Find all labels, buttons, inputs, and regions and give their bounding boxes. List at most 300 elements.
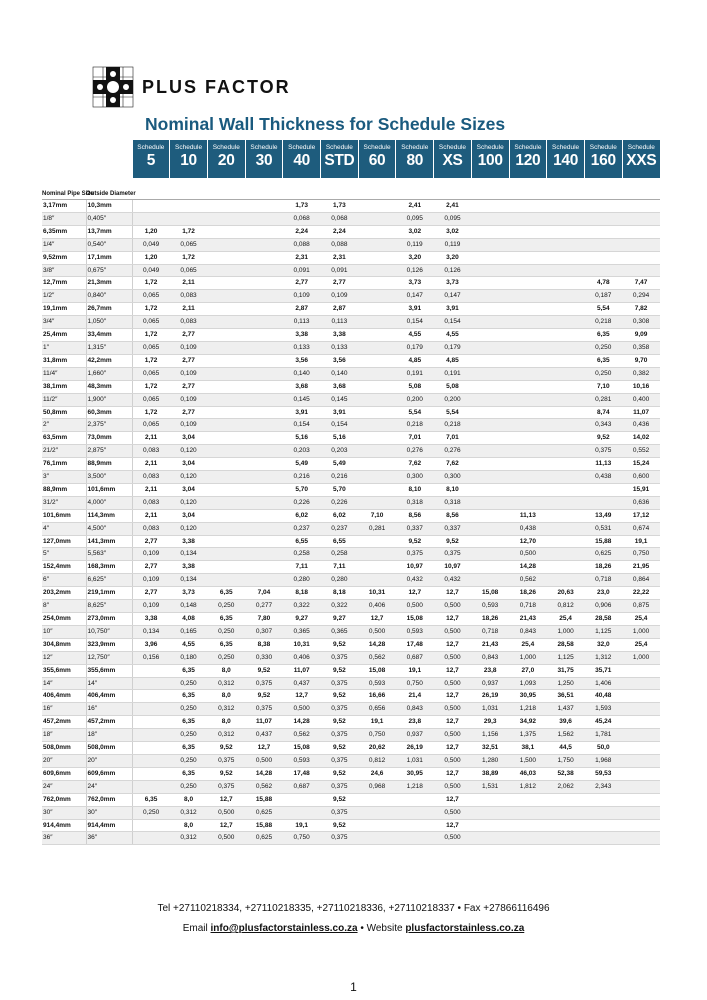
thickness-cell: 1,500: [509, 754, 547, 767]
thickness-cell: [207, 264, 245, 277]
thickness-cell: [358, 445, 396, 458]
thickness-cell: 7,47: [622, 277, 660, 290]
thickness-cell: [471, 212, 509, 225]
thickness-cell: 0,375: [321, 651, 359, 664]
thickness-cell: [245, 522, 283, 535]
thickness-cell: 12,7: [245, 742, 283, 755]
thickness-cell: 4,55: [396, 329, 434, 342]
thickness-cell: 0,126: [434, 264, 472, 277]
thickness-cell: [358, 264, 396, 277]
thickness-cell: 0,593: [471, 600, 509, 613]
thickness-cell: [547, 509, 585, 522]
thickness-cell: [207, 496, 245, 509]
table-row: [42, 703, 660, 716]
thickness-cell: 0,250: [170, 780, 208, 793]
thickness-cell: [547, 819, 585, 832]
thickness-cell: 15,24: [622, 458, 660, 471]
thickness-cell: 0,500: [434, 729, 472, 742]
thickness-cell: [584, 212, 622, 225]
thickness-cell: 0,277: [245, 600, 283, 613]
thickness-cell: 0,258: [321, 548, 359, 561]
thickness-cell: [471, 329, 509, 342]
thickness-cell: [509, 793, 547, 806]
thickness-cell: 7,82: [622, 303, 660, 316]
thickness-cell: [547, 471, 585, 484]
thickness-cell: 0,200: [434, 393, 472, 406]
thickness-cell: 9,52: [584, 432, 622, 445]
thickness-cell: 0,718: [471, 625, 509, 638]
thickness-cell: 0,968: [358, 780, 396, 793]
thickness-cell: 2,11: [132, 509, 170, 522]
thickness-cell: [622, 251, 660, 264]
thickness-cell: 15,08: [471, 587, 509, 600]
thickness-cell: 0,134: [170, 548, 208, 561]
thickness-cell: [245, 393, 283, 406]
email-label: Email: [182, 923, 211, 934]
thickness-cell: 6,02: [321, 509, 359, 522]
thickness-cell: 0,562: [358, 651, 396, 664]
thickness-cell: [471, 561, 509, 574]
thickness-cell: 12,7: [434, 716, 472, 729]
thickness-cell: [245, 200, 283, 213]
thickness-cell: 8,10: [396, 483, 434, 496]
thickness-cell: 0,937: [396, 729, 434, 742]
thickness-cell: 7,01: [434, 432, 472, 445]
thickness-cell: 16,66: [358, 690, 396, 703]
thickness-cell: 0,358: [622, 341, 660, 354]
schedule-header-120: [509, 140, 547, 178]
thickness-cell: 26,19: [396, 742, 434, 755]
thickness-cell: 2,41: [396, 200, 434, 213]
thickness-cell: [509, 367, 547, 380]
thickness-cell: 7,10: [358, 509, 396, 522]
email-link[interactable]: info@plusfactorstainless.co.za: [210, 923, 358, 934]
thickness-cell: [132, 664, 170, 677]
thickness-cell: [547, 341, 585, 354]
thickness-cell: [207, 238, 245, 251]
nominal-size-cell: 406,4mm: [42, 690, 86, 703]
thickness-cell: 2,77: [170, 380, 208, 393]
thickness-cell: 4,85: [434, 354, 472, 367]
thickness-cell: [471, 496, 509, 509]
thickness-cell: 0,843: [471, 651, 509, 664]
nominal-size-cell: 18″: [42, 729, 86, 742]
thickness-cell: [471, 238, 509, 251]
thickness-cell: [245, 471, 283, 484]
table-row: [42, 367, 660, 380]
thickness-cell: 5,08: [396, 380, 434, 393]
thickness-cell: 0,375: [245, 703, 283, 716]
thickness-cell: 45,24: [584, 716, 622, 729]
schedule-number: 60: [368, 152, 386, 169]
thickness-cell: [132, 819, 170, 832]
thickness-cell: 0,281: [358, 522, 396, 535]
thickness-cell: [245, 419, 283, 432]
outside-diameter-cell: 73,0mm: [86, 432, 132, 445]
outside-diameter-cell: 24″: [86, 780, 132, 793]
outside-diameter-cell: 273,0mm: [86, 613, 132, 626]
outside-diameter-cell: 5,563″: [86, 548, 132, 561]
thickness-cell: 6,35: [207, 587, 245, 600]
thickness-cell: 1,72: [132, 354, 170, 367]
table-row: [42, 316, 660, 329]
thickness-cell: 0,083: [170, 316, 208, 329]
thickness-cell: [245, 561, 283, 574]
thickness-cell: [547, 238, 585, 251]
thickness-cell: 0,109: [170, 419, 208, 432]
thickness-cell: [396, 832, 434, 845]
thickness-cell: 9,70: [622, 354, 660, 367]
thickness-cell: [358, 483, 396, 496]
thickness-cell: 9,52: [245, 690, 283, 703]
schedule-label: Schedule: [250, 144, 278, 151]
thickness-cell: 0,375: [321, 780, 359, 793]
outside-diameter-cell: 26,7mm: [86, 303, 132, 316]
thickness-cell: 0,091: [321, 264, 359, 277]
outside-diameter-cell: 2,375″: [86, 419, 132, 432]
thickness-cell: [358, 819, 396, 832]
schedule-label: Schedule: [514, 144, 542, 151]
schedule-number: 10: [180, 152, 197, 169]
outside-diameter-cell: 16″: [86, 703, 132, 716]
thickness-cell: 15,88: [245, 793, 283, 806]
thickness-cell: [207, 225, 245, 238]
thickness-cell: 32,51: [471, 742, 509, 755]
schedule-number: 40: [293, 152, 310, 169]
thickness-cell: 0,065: [170, 264, 208, 277]
thickness-cell: 0,083: [170, 290, 208, 303]
thickness-cell: 4,85: [396, 354, 434, 367]
thickness-cell: 0,500: [509, 548, 547, 561]
thickness-cell: 9,52: [396, 535, 434, 548]
thickness-cell: 0,250: [207, 600, 245, 613]
thickness-cell: 0,500: [434, 651, 472, 664]
thickness-cell: [358, 200, 396, 213]
website-link[interactable]: plusfactorstainless.co.za: [405, 923, 525, 934]
thickness-cell: 9,52: [434, 535, 472, 548]
thickness-cell: 0,432: [434, 574, 472, 587]
thickness-cell: [358, 458, 396, 471]
thickness-cell: 0,593: [283, 754, 321, 767]
thickness-cell: 3,04: [170, 509, 208, 522]
thickness-cell: [471, 574, 509, 587]
thickness-cell: [622, 742, 660, 755]
outside-diameter-cell: 762,0mm: [86, 793, 132, 806]
nominal-size-cell: 5″: [42, 548, 86, 561]
thickness-cell: [509, 496, 547, 509]
nominal-size-cell: 20″: [42, 754, 86, 767]
thickness-cell: 0,091: [283, 264, 321, 277]
thickness-cell: [509, 251, 547, 264]
thickness-cell: 0,438: [584, 471, 622, 484]
thickness-cell: [358, 793, 396, 806]
thickness-cell: 0,500: [434, 703, 472, 716]
thickness-cell: 1,406: [584, 677, 622, 690]
thickness-cell: 2,77: [283, 277, 321, 290]
thickness-cell: [207, 380, 245, 393]
thickness-cell: 0,134: [170, 574, 208, 587]
nominal-size-cell: 508,0mm: [42, 742, 86, 755]
thickness-cell: [245, 341, 283, 354]
thickness-cell: [245, 225, 283, 238]
nominal-size-cell: 914,4mm: [42, 819, 86, 832]
thickness-cell: 0,179: [434, 341, 472, 354]
thickness-cell: 1,000: [622, 651, 660, 664]
thickness-cell: [471, 535, 509, 548]
table-row: [42, 509, 660, 522]
thickness-cell: [471, 225, 509, 238]
thickness-cell: 29,3: [471, 716, 509, 729]
table-row: [42, 832, 660, 845]
nominal-size-cell: 50,8mm: [42, 406, 86, 419]
thickness-cell: 20,62: [358, 742, 396, 755]
nominal-size-cell: 4″: [42, 522, 86, 535]
thickness-cell: [207, 290, 245, 303]
schedule-header-row: [42, 140, 660, 178]
schedule-header-20: [207, 140, 245, 178]
thickness-cell: 3,04: [170, 458, 208, 471]
thickness-cell: [584, 496, 622, 509]
thickness-cell: [547, 225, 585, 238]
nominal-size-cell: 1/2″: [42, 290, 86, 303]
thickness-cell: 0,312: [170, 806, 208, 819]
thickness-cell: 12,7: [434, 742, 472, 755]
thickness-cell: 1,781: [584, 729, 622, 742]
thickness-cell: 1,375: [509, 729, 547, 742]
thickness-cell: 3,04: [170, 432, 208, 445]
table-row: [42, 471, 660, 484]
thickness-cell: [207, 393, 245, 406]
thickness-cell: 0,375: [434, 548, 472, 561]
thickness-cell: 4,55: [434, 329, 472, 342]
column-header-row: [42, 178, 660, 200]
schedule-number: 20: [217, 152, 235, 169]
thickness-cell: 2,11: [170, 277, 208, 290]
thickness-cell: [547, 367, 585, 380]
thickness-cell: 0,843: [396, 703, 434, 716]
schedule-label: Schedule: [175, 144, 203, 151]
thickness-cell: 25,4: [622, 638, 660, 651]
thickness-cell: 6,35: [584, 329, 622, 342]
schedule-label: Schedule: [589, 144, 617, 151]
nominal-size-cell: 609,6mm: [42, 767, 86, 780]
table-row: [42, 251, 660, 264]
thickness-cell: 0,250: [170, 703, 208, 716]
thickness-cell: 17,48: [396, 638, 434, 651]
thickness-cell: 0,088: [283, 238, 321, 251]
thickness-cell: 2,77: [132, 535, 170, 548]
thickness-cell: [207, 432, 245, 445]
thickness-cell: 1,000: [547, 625, 585, 638]
thickness-cell: 9,52: [207, 767, 245, 780]
thickness-cell: [509, 832, 547, 845]
thickness-cell: [622, 729, 660, 742]
thickness-cell: 0,656: [358, 703, 396, 716]
table-row: [42, 419, 660, 432]
thickness-cell: [358, 354, 396, 367]
thickness-cell: 0,593: [358, 677, 396, 690]
thickness-cell: [358, 406, 396, 419]
thickness-cell: [132, 742, 170, 755]
thickness-cell: 0,109: [170, 341, 208, 354]
thickness-cell: [584, 238, 622, 251]
thickness-cell: [622, 806, 660, 819]
nominal-size-cell: 25,4mm: [42, 329, 86, 342]
thickness-cell: 5,70: [283, 483, 321, 496]
thickness-cell: 21,95: [622, 561, 660, 574]
thickness-cell: 14,28: [509, 561, 547, 574]
outside-diameter-cell: 88,9mm: [86, 458, 132, 471]
thickness-cell: 11,13: [509, 509, 547, 522]
thickness-cell: [471, 471, 509, 484]
thickness-cell: 0,406: [358, 600, 396, 613]
thickness-cell: [584, 225, 622, 238]
thickness-cell: 0,065: [132, 316, 170, 329]
thickness-cell: [509, 329, 547, 342]
nominal-size-cell: 19,1mm: [42, 303, 86, 316]
table-row: [42, 742, 660, 755]
thickness-cell: 12,7: [207, 819, 245, 832]
nominal-size-cell: 36″: [42, 832, 86, 845]
thickness-cell: 21,4: [396, 690, 434, 703]
thickness-cell: 23,8: [396, 716, 434, 729]
outside-diameter-cell: 36″: [86, 832, 132, 845]
thickness-cell: 0,636: [622, 496, 660, 509]
thickness-cell: 1,031: [471, 703, 509, 716]
schedule-label: Schedule: [325, 144, 353, 151]
contact-phone: Tel +27110218334, +27110218335, +27110218336, +27110218337 • Fax +27866116496: [157, 903, 550, 914]
thickness-cell: 0,226: [321, 496, 359, 509]
outside-diameter-cell: 42,2mm: [86, 354, 132, 367]
brand-logo: [92, 66, 291, 108]
thickness-cell: 0,500: [358, 625, 396, 638]
thickness-cell: 12,7: [434, 819, 472, 832]
thickness-cell: [509, 393, 547, 406]
nominal-size-cell: 3/8″: [42, 264, 86, 277]
thickness-cell: [132, 703, 170, 716]
schedule-label: Schedule: [212, 144, 240, 151]
thickness-cell: [132, 780, 170, 793]
thickness-cell: 1,531: [471, 780, 509, 793]
thickness-cell: 0,250: [207, 625, 245, 638]
schedule-label: Schedule: [363, 144, 391, 151]
thickness-cell: [471, 277, 509, 290]
table-row: [42, 445, 660, 458]
outside-diameter-cell: 48,3mm: [86, 380, 132, 393]
schedule-header-100: [471, 140, 509, 178]
thickness-cell: [547, 264, 585, 277]
thickness-cell: [622, 664, 660, 677]
thickness-cell: [132, 212, 170, 225]
nominal-size-cell: 254,0mm: [42, 613, 86, 626]
thickness-cell: [358, 496, 396, 509]
thickness-cell: [622, 780, 660, 793]
outside-diameter-cell: 4,500″: [86, 522, 132, 535]
thickness-cell: 12,7: [434, 587, 472, 600]
thickness-cell: 2,87: [283, 303, 321, 316]
thickness-cell: 11,07: [622, 406, 660, 419]
nominal-size-cell: 762,0mm: [42, 793, 86, 806]
thickness-cell: 18,26: [584, 561, 622, 574]
thickness-cell: 0,843: [509, 625, 547, 638]
thickness-cell: [207, 561, 245, 574]
thickness-cell: 2,31: [283, 251, 321, 264]
schedule-number: 160: [590, 152, 616, 169]
thickness-cell: [245, 509, 283, 522]
thickness-cell: 1,20: [132, 251, 170, 264]
thickness-cell: [509, 341, 547, 354]
thickness-cell: [245, 277, 283, 290]
thickness-cell: 3,20: [434, 251, 472, 264]
thickness-cell: [584, 819, 622, 832]
thickness-cell: 0,134: [132, 625, 170, 638]
thickness-cell: 0,218: [434, 419, 472, 432]
thickness-cell: 0,068: [283, 212, 321, 225]
thickness-cell: 1,031: [396, 754, 434, 767]
thickness-cell: 0,375: [321, 677, 359, 690]
thickness-cell: [509, 445, 547, 458]
thickness-cell: 0,200: [396, 393, 434, 406]
outside-diameter-cell: 18″: [86, 729, 132, 742]
table-row: [42, 393, 660, 406]
thickness-cell: 0,065: [132, 419, 170, 432]
outside-diameter-cell: 21,3mm: [86, 277, 132, 290]
thickness-cell: [207, 316, 245, 329]
thickness-cell: 0,065: [170, 238, 208, 251]
thickness-cell: [283, 806, 321, 819]
nominal-size-cell: 88,9mm: [42, 483, 86, 496]
schedule-label: Schedule: [476, 144, 504, 151]
thickness-cell: 2,77: [170, 354, 208, 367]
thickness-cell: [471, 432, 509, 445]
thickness-cell: 31,75: [547, 664, 585, 677]
thickness-cell: 15,88: [245, 819, 283, 832]
thickness-cell: [509, 303, 547, 316]
thickness-cell: 0,088: [321, 238, 359, 251]
thickness-cell: 2,24: [321, 225, 359, 238]
thickness-cell: 21,43: [509, 613, 547, 626]
thickness-cell: 30,95: [509, 690, 547, 703]
thickness-cell: 9,27: [283, 613, 321, 626]
outside-diameter-cell: 4,000″: [86, 496, 132, 509]
thickness-cell: 2,11: [132, 432, 170, 445]
thickness-cell: 8,18: [321, 587, 359, 600]
schedule-number: STD: [324, 152, 355, 169]
thickness-cell: 7,62: [434, 458, 472, 471]
thickness-cell: 6,35: [170, 690, 208, 703]
thickness-cell: [245, 406, 283, 419]
thickness-cell: 9,52: [321, 767, 359, 780]
thickness-cell: [132, 767, 170, 780]
schedule-header-140: [547, 140, 585, 178]
thickness-cell: 0,154: [396, 316, 434, 329]
thickness-cell: 1,093: [509, 677, 547, 690]
thickness-cell: [170, 212, 208, 225]
outside-diameter-cell: 914,4mm: [86, 819, 132, 832]
thickness-cell: 0,318: [434, 496, 472, 509]
table-row: [42, 406, 660, 419]
thickness-cell: 22,22: [622, 587, 660, 600]
thickness-cell: 6,35: [170, 664, 208, 677]
thickness-cell: 12,70: [509, 535, 547, 548]
outside-diameter-cell: 1,050″: [86, 316, 132, 329]
thickness-cell: 0,375: [207, 780, 245, 793]
thickness-cell: [471, 354, 509, 367]
thickness-cell: 14,28: [358, 638, 396, 651]
thickness-cell: 34,92: [509, 716, 547, 729]
thickness-cell: 12,7: [434, 638, 472, 651]
outside-diameter-cell: 33,4mm: [86, 329, 132, 342]
